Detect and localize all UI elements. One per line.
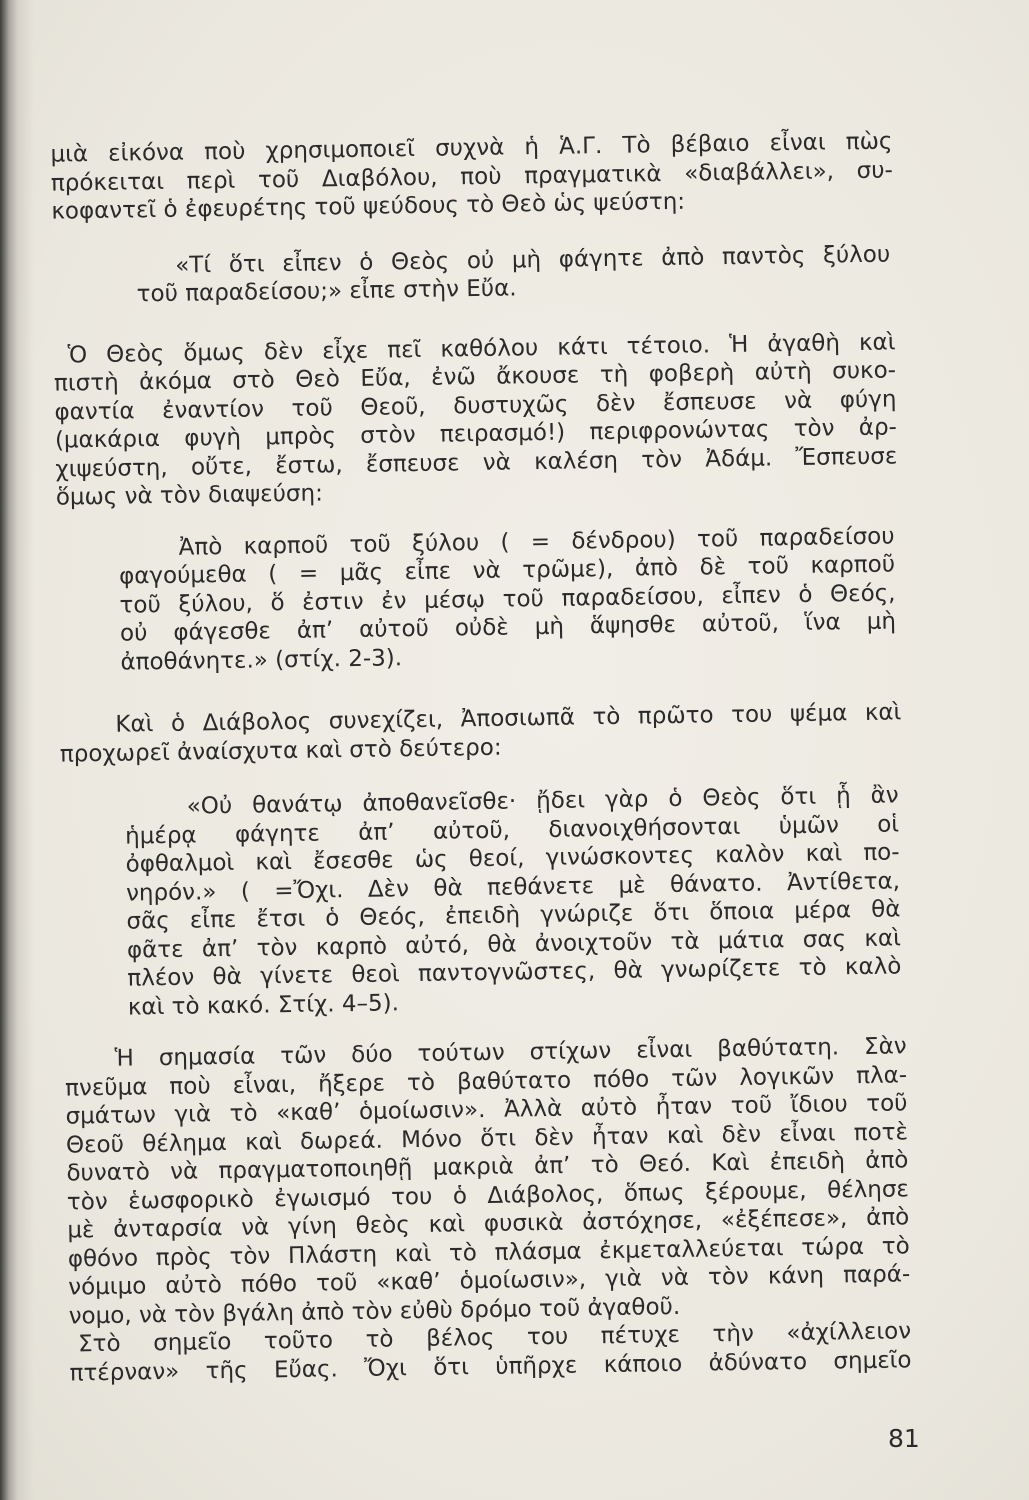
text-line: μὲ ἀνταρσία νὰ γίνη θεὸς καὶ φυσικὰ ἀστόχησε, «ἐξέπεσε», ἀπὸ: [67, 1204, 910, 1244]
paragraph-3: [59, 698, 902, 768]
text-line: χιψεύστη, οὔτε, ἔστω, ἔσπευσε νὰ καλέση τὸν Ἀδάμ. Ἔσπευσε: [55, 442, 898, 483]
text-line: Στὸ σημεῖο τοῦτο τὸ βέλος του πέτυχε τὴν «ἀχίλλειον: [77, 1318, 912, 1358]
text-line: τοῦ παραδείσου;» εἶπε στὴν Εὔα.: [136, 275, 517, 308]
text-line: ὅμως νὰ τὸν διαψεύση:: [55, 480, 324, 511]
page-edge-shadow: [0, 0, 34, 1500]
text-line: ὀφθαλμοὶ καὶ ἔσεσθε ὡς θεοί, γινώσκοντες καλὸν καὶ πο-: [125, 839, 900, 878]
text-line: Καὶ ὁ Διάβολος συνεχίζει, Ἀποσιωπᾶ τὸ πρῶτο του ψέμα καὶ: [115, 699, 902, 738]
paragraph-4: [64, 1032, 910, 1330]
text-line: Ὁ Θεὸς ὅμως δὲν εἶχε πεῖ καθόλου κάτι τέτοιο. Ἡ ἀγαθὴ καὶ: [67, 328, 896, 368]
text-line: κοφαντεῖ ὁ ἐφευρέτης τοῦ ψεύδους τὸ Θεὸ ὡς ψεύστη:: [51, 188, 686, 225]
quotation-block-3: [125, 781, 902, 1021]
text-line: πιστὴ ἀκόμα στὸ Θεὸ Εὔα, ἐνῶ ἄκουσε τὴ φοβερὴ αὐτὴ συκο-: [53, 357, 897, 397]
text-line: προχωρεῖ ἀναίσχυτα καὶ στὸ δεύτερο:: [59, 734, 502, 768]
page-text: [50, 127, 911, 1387]
text-line: νόμιμο αὐτὸ πόθο τοῦ «καθ’ ὁμοίωσιν», γιὰ νὰ τὸν κάνη παρά-: [68, 1261, 911, 1301]
text-line: νηρόν.» ( =Ὄχι. Δὲν θὰ πεθάνετε μὲ θάνατο. Ἀντίθετα,: [125, 867, 901, 907]
text-line: Θεοῦ θέλημα καὶ δωρεά. Μόνο ὅτι δὲν ἦταν καὶ δὲν εἶναι ποτὲ: [65, 1118, 909, 1159]
text-line: δυνατὸ νὰ πραγματοποιηθῇ μακριὰ ἀπ’ τὸ Θεό. Καὶ ἐπειδὴ ἀπὸ: [66, 1147, 909, 1187]
text-line: σμάτων γιὰ τὸ «καθ’ ὁμοίωσιν». Ἀλλὰ αὐτὸ ἦταν τοῦ ἴδιου τοῦ: [65, 1090, 908, 1130]
text-line: φαγούμεθα ( = μᾶς εἶπε νὰ τρῶμε), ἀπὸ δὲ τοῦ καρποῦ: [118, 551, 896, 590]
text-line: πρόκειται περὶ τοῦ Διαβόλου, ποὺ πραγματικὰ «διαβάλλει», συ-: [50, 156, 894, 197]
paragraph-1: [50, 127, 893, 226]
text-line: «Τί ὅτι εἶπεν ὁ Θεὸς οὐ μὴ φάγητε ἀπὸ παντὸς ξύλου: [175, 241, 891, 279]
text-line: Ἀπὸ καρποῦ τοῦ ξύλου ( = δένδρου) τοῦ παραδείσου: [178, 522, 895, 561]
text-line: σᾶς εἶπε ἔτσι ὁ Θεός, ἐπειδὴ γνώριζε ὅτι ὅποια μέρα θὰ: [126, 896, 901, 935]
text-line: μιὰ εἰκόνα ποὺ χρησιμοποιεῖ συχνὰ ἡ Ἁ.Γ. Τὸ βέβαιο εἶναι πὼς: [50, 128, 893, 168]
text-line: τὸν ἑωσφορικὸ ἐγωισμό του ὁ Διάβολος, ὅπως ξέρουμε, θέλησε: [66, 1175, 910, 1216]
text-line: ἀποθάνητε.» (στίχ. 2-3).: [120, 644, 403, 676]
text-line: οὐ φάγεσθε ἀπ’ αὐτοῦ οὐδὲ μὴ ἅψησθε αὐτοῦ, ἵνα μὴ: [119, 608, 897, 647]
text-line: φαντία ἐναντίον τοῦ Θεοῦ, δυστυχῶς δὲν ἔσπευσε νὰ φύγη: [54, 385, 897, 426]
text-line: τοῦ ξύλου, ὅ ἐστιν ἐν μέσῳ τοῦ παραδείσου, εἶπεν ὁ Θεός,: [119, 579, 896, 619]
text-line: ἡμέρᾳ φάγητε ἀπ’ αὐτοῦ, διανοιχθήσονται ὑμῶν οἱ: [124, 810, 900, 850]
text-line: πτέρναν» τῆς Εὔας. Ὄχι ὅτι ὑπῆρχε κάποιο ἀδύνατο σημεῖο: [69, 1346, 912, 1387]
page-number: 81: [888, 1424, 920, 1453]
text-line: φθόνο πρὸς τὸν Πλάστη καὶ τὸ πλάσμα ἐκμεταλλεύεται τώρα τὸ: [67, 1232, 910, 1273]
quotation-block-1: [136, 240, 891, 309]
text-line: Ἡ σημασία τῶν δύο τούτων στίχων εἶναι βαθύτατη. Σὰν: [114, 1033, 907, 1072]
text-line: καὶ τὸ κακό. Στίχ. 4–5).: [127, 989, 400, 1021]
text-line: πνεῦμα ποὺ εἶναι, ἤξερε τὸ βαθύτατο πόθο τῶν λογικῶν πλα-: [64, 1061, 908, 1102]
text-line: φᾶτε ἀπ’ τὸν καρπὸ αὐτό, θὰ ἀνοιχτοῦν τὰ μάτια σας καὶ: [126, 924, 902, 964]
paragraph-2: [53, 328, 898, 512]
quotation-block-2: [118, 522, 896, 677]
text-line: «Οὐ θανάτῳ ἀποθανεῖσθε· ᾔδει γὰρ ὁ Θεὸς ὅτι ᾗ ἂν: [186, 782, 899, 820]
text-line: (μακάρια φυγὴ μπρὸς στὸν πειρασμό!) περιφρονώντας τὸν ἀρ-: [54, 414, 898, 454]
text-line: νομο, νὰ τὸν βγάλη ἀπὸ τὸν εὐθὺ δρόμο τοῦ ἀγαθοῦ.: [68, 1293, 681, 1330]
text-line: πλέον θὰ γίνετε θεοὶ παντογνῶστες, θὰ γνωρίζετε τὸ καλὸ: [127, 953, 902, 992]
